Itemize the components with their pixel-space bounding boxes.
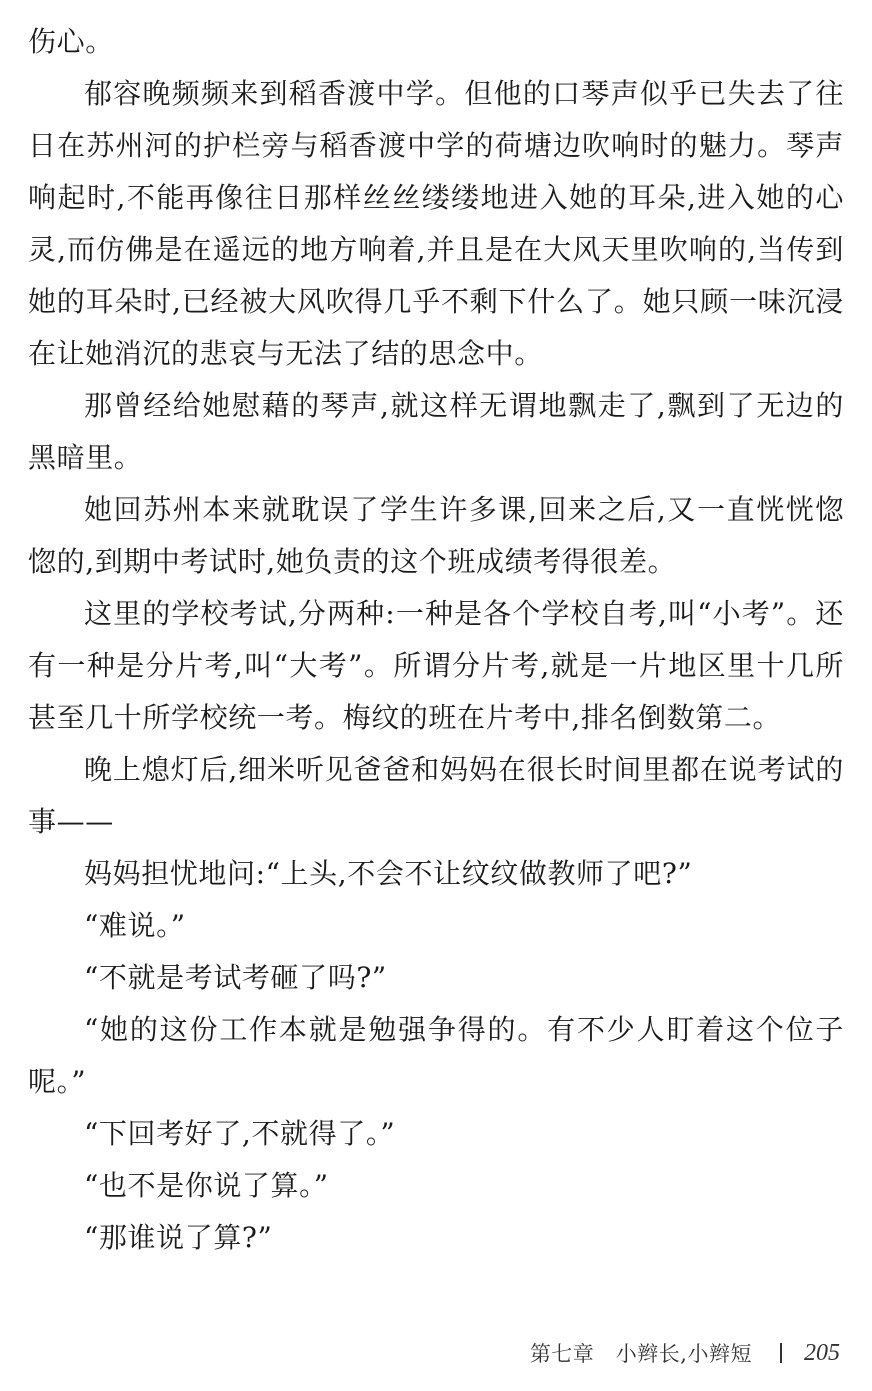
dialogue-line: 妈妈担忧地问:“上头,不会不让纹纹做教师了吧?” [84,857,693,890]
dialogue-line: “下回考好了,不就得了。” [84,1117,396,1150]
paragraph: 她回苏州本来就耽误了学生许多课,回来之后,又一直恍恍惚惚的,到期中考试时,她负责的这个班成绩考得很差。 [28,493,844,578]
dialogue-line: “她的这份工作本就是勉强争得的。有不少人盯着这个位子呢。” [28,1013,844,1098]
page-number: 205 [804,1339,840,1366]
dialogue-line: “那谁说了算?” [84,1221,273,1254]
running-header-chapter: 第七章 小辫长,小辫短 [529,1342,752,1366]
paragraph: 那曾经给她慰藉的琴声,就这样无谓地飘走了,飘到了无边的黑暗里。 [28,389,844,474]
page-footer [530,1333,840,1373]
paragraph: 伤心。 [28,25,114,58]
dialogue-line: “不就是考试考砸了吗?” [84,961,387,994]
paragraph: 这里的学校考试,分两种:一种是各个学校自考,叫“小考”。还有一种是分片考,叫“大考”。所谓分片考,就是一片地区里十几所甚至几十所学校统一考。梅纹的班在片考中,排名倒数第二。 [28,597,844,734]
footer-divider [780,1343,782,1363]
dialogue-line: “也不是你说了算。” [84,1169,329,1202]
paragraph: 晚上熄灯后,细米听见爸爸和妈妈在很长时间里都在说考试的事—— [28,753,844,838]
dialogue-line: “难说。” [84,909,186,942]
page-body [28,16,844,1264]
paragraph: 郁容晚频频来到稻香渡中学。但他的口琴声似乎已失去了往日在苏州河的护栏旁与稻香渡中学的荷塘边吹响时的魅力。琴声响起时,不能再像往日那样丝丝缕缕地进入她的耳朵,进入她的心灵,而仿佛是在遥远的地方响着,并且是在大风天里吹响的,当传到她的耳朵时,已经被大风吹得几乎不剩下什么了。她只顾一味沉浸在让她消沉的悲哀与无法了结的思念中。 [28,77,844,370]
